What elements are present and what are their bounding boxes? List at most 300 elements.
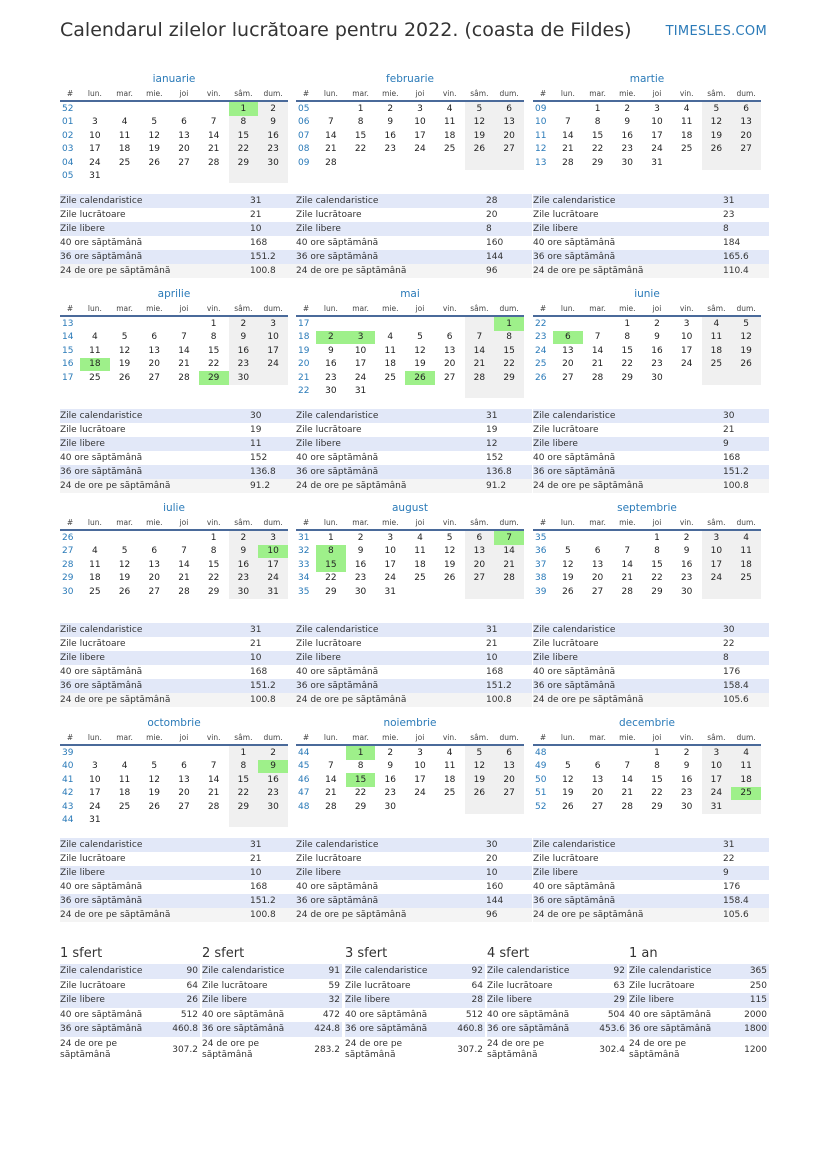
stat-value: 8 xyxy=(723,653,729,663)
day-cell: 19 xyxy=(465,129,495,143)
weekday-header: vin. xyxy=(435,87,465,101)
day-cell xyxy=(316,745,346,760)
week-number: 05 xyxy=(298,103,310,114)
stat-row xyxy=(533,250,769,264)
day-cell: 10 xyxy=(258,331,288,345)
stat-label: Zile libere xyxy=(533,439,578,449)
day-cell: 4 xyxy=(91,332,98,343)
week-number: 06 xyxy=(298,117,310,128)
stat-row xyxy=(296,651,532,665)
day-cell: 12 xyxy=(148,130,160,141)
week-number: 26 xyxy=(535,372,547,383)
summary-row xyxy=(345,993,485,1008)
day-cell: 18 xyxy=(443,130,456,141)
stat-row xyxy=(296,208,532,222)
weekday-header: sâm. xyxy=(702,87,732,101)
weekday-header: sâm. xyxy=(465,731,495,745)
week-row xyxy=(296,558,524,572)
summary-title: 1 an xyxy=(629,946,658,961)
day-cell: 30 xyxy=(651,372,663,383)
weekday-header: lun. xyxy=(553,731,583,745)
stat-row xyxy=(60,437,296,451)
week-number: 15 xyxy=(62,345,74,356)
day-cell xyxy=(346,156,376,170)
day-cell: 16 xyxy=(651,345,663,356)
day-cell: 20 xyxy=(494,129,524,143)
day-cell: 15 xyxy=(494,344,524,358)
day-cell: 23 xyxy=(325,372,337,383)
day-cell: 15 xyxy=(651,774,663,785)
stat-label: Zile lucrătoare xyxy=(533,210,599,220)
month-stats xyxy=(533,409,769,493)
day-cell: 16 xyxy=(354,559,367,570)
day-cell: 25 xyxy=(118,157,131,168)
stat-value: 151.2 xyxy=(250,896,276,906)
week-row xyxy=(296,745,524,760)
day-cell: 3 xyxy=(417,103,423,114)
day-cell: 8 xyxy=(624,332,631,343)
week-row xyxy=(533,800,761,814)
day-cell xyxy=(731,800,761,814)
weekday-header: dum. xyxy=(258,302,288,316)
stat-label: 24 de ore pe săptămână xyxy=(296,481,407,491)
stat-label: 36 ore săptămână xyxy=(60,896,143,906)
stat-value: 22 xyxy=(723,854,735,864)
day-cell: 26 xyxy=(118,372,131,383)
summary-label: 36 ore săptămână xyxy=(345,1024,428,1034)
day-cell: 15 xyxy=(229,773,259,787)
day-cell: 20 xyxy=(731,129,761,143)
day-cell: 25 xyxy=(731,787,761,801)
day-cell: 17 xyxy=(702,773,732,787)
stat-value: 91.2 xyxy=(250,481,271,491)
weekday-header: mar. xyxy=(346,302,376,316)
summary-label: 40 ore săptămână xyxy=(629,1009,712,1020)
stat-row xyxy=(533,451,769,465)
week-row xyxy=(296,116,524,130)
weekday-header: joi xyxy=(169,87,199,101)
day-cell: 14 xyxy=(621,774,633,785)
day-cell: 9 xyxy=(387,761,394,772)
stat-row xyxy=(296,838,532,852)
week-row xyxy=(533,358,761,372)
weekday-header: lun. xyxy=(80,516,110,530)
weekday-header: vin. xyxy=(672,731,702,745)
weekday-header: mar. xyxy=(110,87,140,101)
weekday-header: mar. xyxy=(346,731,376,745)
stat-value: 165.6 xyxy=(723,252,749,262)
week-number: 32 xyxy=(298,546,310,557)
day-cell: 10 xyxy=(258,545,288,559)
day-cell: 26 xyxy=(562,586,574,597)
stat-value: 30 xyxy=(486,840,498,850)
day-cell: 6 xyxy=(594,546,601,557)
day-cell xyxy=(169,101,199,116)
stat-row xyxy=(533,651,769,665)
stat-row xyxy=(533,194,769,208)
day-cell xyxy=(169,814,199,828)
week-row xyxy=(533,585,761,599)
day-cell: 9 xyxy=(327,345,334,356)
day-cell: 5 xyxy=(121,332,128,343)
summary-label: Zile calendaristice xyxy=(487,966,570,976)
weekday-header: lun. xyxy=(80,302,110,316)
week-row xyxy=(296,331,524,345)
day-cell: 11 xyxy=(414,546,426,557)
week-row xyxy=(60,143,288,157)
day-cell xyxy=(258,814,288,828)
week-number: 22 xyxy=(298,386,310,397)
week-row xyxy=(60,814,288,828)
week-row xyxy=(296,371,524,385)
week-number: 37 xyxy=(535,559,547,570)
summary-label: Zile libere xyxy=(345,995,390,1005)
day-cell: 3 xyxy=(91,117,98,128)
day-cell: 24 xyxy=(680,359,693,370)
day-cell: 2 xyxy=(316,331,346,345)
day-cell: 14 xyxy=(178,559,190,570)
day-cell xyxy=(80,316,110,331)
week-row xyxy=(60,558,288,572)
stat-value: 31 xyxy=(723,840,735,850)
day-cell: 12 xyxy=(118,345,131,356)
day-cell: 11 xyxy=(680,117,693,128)
week-number: 48 xyxy=(298,801,310,812)
day-cell: 26 xyxy=(443,573,456,584)
summary-row xyxy=(202,1037,342,1063)
day-cell: 2 xyxy=(357,532,364,543)
day-cell: 22 xyxy=(591,144,604,155)
week-number: 02 xyxy=(62,130,74,141)
day-cell: 2 xyxy=(683,532,690,543)
month-name: mai xyxy=(400,288,420,300)
day-cell: 7 xyxy=(594,332,601,343)
stat-row xyxy=(60,236,296,250)
day-cell: 29 xyxy=(494,371,524,385)
day-cell: 14 xyxy=(562,130,574,141)
stat-label: 40 ore săptămână xyxy=(296,667,379,677)
week-number: 49 xyxy=(535,761,547,772)
stat-row xyxy=(533,465,769,479)
day-cell: 17 xyxy=(384,559,396,570)
month-calendar-11 xyxy=(533,716,761,814)
stat-row xyxy=(533,423,769,437)
summary-value: 1200 xyxy=(744,1044,767,1055)
stat-row xyxy=(60,465,296,479)
weekday-header: joi xyxy=(642,731,672,745)
day-cell: 24 xyxy=(384,573,396,584)
weekday-header: vin. xyxy=(199,516,229,530)
week-number: 34 xyxy=(298,573,310,584)
day-cell: 16 xyxy=(680,559,693,570)
day-cell: 20 xyxy=(178,788,190,799)
stat-label: Zile libere xyxy=(296,868,341,878)
day-cell xyxy=(139,530,169,545)
month-grid xyxy=(296,516,524,599)
weekday-header: dum. xyxy=(731,87,761,101)
month-name: septembrie xyxy=(617,502,677,514)
stat-row xyxy=(60,866,296,880)
day-cell xyxy=(199,170,229,184)
stat-row xyxy=(296,437,532,451)
day-cell: 31 xyxy=(89,171,101,182)
day-cell: 15 xyxy=(316,558,346,572)
day-cell xyxy=(169,316,199,331)
month-calendar-4 xyxy=(296,287,524,398)
week-number: 36 xyxy=(535,546,547,557)
day-cell: 6 xyxy=(594,761,601,772)
week-row xyxy=(533,773,761,787)
stat-label: 40 ore săptămână xyxy=(533,882,616,892)
stat-row xyxy=(533,264,769,278)
month-stats xyxy=(60,194,296,278)
month-grid xyxy=(296,87,524,170)
summary-label: Zile libere xyxy=(60,995,105,1005)
week-row xyxy=(533,129,761,143)
day-cell: 18 xyxy=(731,558,761,572)
day-cell: 12 xyxy=(465,116,495,130)
day-cell: 24 xyxy=(258,572,288,586)
month-stats xyxy=(533,194,769,278)
day-cell: 5 xyxy=(465,745,495,760)
month-grid xyxy=(533,302,761,385)
day-cell: 14 xyxy=(591,345,604,356)
week-number: 51 xyxy=(535,788,547,799)
week-number: 39 xyxy=(62,747,74,758)
stat-label: 36 ore săptămână xyxy=(533,252,616,262)
day-cell: 19 xyxy=(731,344,761,358)
summary-value: 28 xyxy=(471,995,483,1005)
day-cell: 10 xyxy=(414,117,426,128)
day-cell xyxy=(80,530,110,545)
stat-label: Zile calendaristice xyxy=(296,625,379,635)
day-cell: 19 xyxy=(562,573,574,584)
day-cell: 11 xyxy=(731,760,761,774)
summary-value: 59 xyxy=(328,980,340,991)
day-cell xyxy=(405,585,435,599)
summary-label: 40 ore săptămână xyxy=(345,1009,428,1020)
weekday-header: lun. xyxy=(553,302,583,316)
stat-row xyxy=(533,437,769,451)
day-cell: 17 xyxy=(680,345,693,356)
weekday-header: joi xyxy=(405,731,435,745)
day-cell: 18 xyxy=(118,788,131,799)
day-cell: 24 xyxy=(258,358,288,372)
day-cell: 23 xyxy=(229,572,259,586)
day-cell: 16 xyxy=(325,359,337,370)
stat-row xyxy=(60,637,296,651)
day-cell: 13 xyxy=(591,774,604,785)
week-number: 35 xyxy=(535,532,547,543)
day-cell: 26 xyxy=(562,801,574,812)
day-cell: 18 xyxy=(414,559,426,570)
summary-label: Zile calendaristice xyxy=(60,966,143,976)
day-cell: 18 xyxy=(118,144,131,155)
stat-label: 36 ore săptămână xyxy=(296,252,379,262)
summary-row xyxy=(487,979,627,994)
summary-value: 250 xyxy=(749,980,767,991)
day-cell: 5 xyxy=(151,761,158,772)
day-cell: 9 xyxy=(357,546,364,557)
day-cell: 5 xyxy=(121,546,128,557)
summary-row xyxy=(487,993,627,1008)
summary-row xyxy=(629,964,769,979)
day-cell: 20 xyxy=(148,573,160,584)
stat-value: 168 xyxy=(723,453,741,463)
stat-value: 21 xyxy=(723,425,735,435)
summary-value: 512 xyxy=(465,1009,483,1020)
summary-row xyxy=(487,1022,627,1037)
day-cell: 1 xyxy=(494,316,524,331)
day-cell: 13 xyxy=(443,345,456,356)
day-cell: 28 xyxy=(325,801,337,812)
day-cell: 7 xyxy=(181,546,187,557)
day-cell: 3 xyxy=(346,331,376,345)
summary-label: Zile libere xyxy=(202,995,247,1005)
day-cell: 26 xyxy=(148,801,160,812)
stat-value: 10 xyxy=(250,653,262,663)
day-cell: 7 xyxy=(210,117,217,128)
month-name: iunie xyxy=(634,288,660,300)
week-number: 45 xyxy=(298,761,310,772)
month-stats xyxy=(296,623,532,707)
weekday-header: dum. xyxy=(258,516,288,530)
summary-value: 91 xyxy=(328,966,340,976)
weekday-header: mar. xyxy=(583,516,613,530)
month-grid xyxy=(296,302,524,398)
week-number-header: # xyxy=(60,87,80,101)
week-number: 41 xyxy=(62,774,74,785)
week-number-header: # xyxy=(533,731,553,745)
day-cell: 30 xyxy=(384,801,396,812)
weekday-header: joi xyxy=(169,731,199,745)
stat-value: 96 xyxy=(486,910,498,920)
day-cell: 2 xyxy=(387,103,394,114)
day-cell: 5 xyxy=(564,546,571,557)
day-cell xyxy=(110,530,140,545)
day-cell: 29 xyxy=(325,586,337,597)
stat-row xyxy=(296,479,532,493)
stat-row xyxy=(296,222,532,236)
stat-row xyxy=(533,236,769,250)
week-number-header: # xyxy=(60,516,80,530)
day-cell: 11 xyxy=(118,774,131,785)
week-row xyxy=(60,101,288,116)
month-stats xyxy=(296,409,532,493)
stat-value: 168 xyxy=(250,667,268,677)
day-cell: 28 xyxy=(494,572,524,586)
day-cell xyxy=(583,745,613,760)
day-cell: 4 xyxy=(683,103,690,114)
day-cell: 23 xyxy=(229,358,259,372)
day-cell xyxy=(494,585,524,599)
stat-label: Zile libere xyxy=(533,224,578,234)
stat-row xyxy=(533,479,769,493)
day-cell: 10 xyxy=(384,546,396,557)
stat-label: Zile calendaristice xyxy=(296,196,379,206)
day-cell xyxy=(465,156,495,170)
day-cell: 5 xyxy=(417,332,423,343)
day-cell: 16 xyxy=(384,130,396,141)
week-row xyxy=(60,316,288,331)
day-cell: 2 xyxy=(229,530,259,545)
day-cell xyxy=(405,316,435,331)
stat-label: Zile calendaristice xyxy=(296,840,379,850)
day-cell: 8 xyxy=(357,117,364,128)
stat-value: 151.2 xyxy=(486,681,512,691)
stat-label: Zile calendaristice xyxy=(533,196,616,206)
day-cell: 26 xyxy=(731,358,761,372)
summary-label: Zile lucrătoare xyxy=(345,980,411,991)
day-cell: 12 xyxy=(702,116,732,130)
stat-label: 40 ore săptămână xyxy=(296,453,379,463)
summary-row xyxy=(345,1022,485,1037)
day-cell: 5 xyxy=(731,316,761,331)
stat-row xyxy=(296,908,532,922)
week-row xyxy=(296,800,524,814)
day-cell: 7 xyxy=(624,761,631,772)
week-row xyxy=(296,773,524,787)
stat-label: Zile libere xyxy=(296,224,341,234)
week-row xyxy=(60,572,288,586)
stat-label: Zile lucrătoare xyxy=(60,854,126,864)
day-cell xyxy=(110,814,140,828)
stat-label: Zile calendaristice xyxy=(533,411,616,421)
summary-label: 36 ore săptămână xyxy=(629,1024,712,1034)
day-cell: 16 xyxy=(229,344,259,358)
stat-row xyxy=(60,880,296,894)
day-cell xyxy=(169,530,199,545)
month-calendar-1 xyxy=(296,72,524,170)
day-cell: 22 xyxy=(207,359,220,370)
weekday-header: lun. xyxy=(316,731,346,745)
stat-label: 24 de ore pe săptămână xyxy=(60,481,171,491)
stat-label: Zile lucrătoare xyxy=(296,425,362,435)
stat-row xyxy=(60,894,296,908)
day-cell: 24 xyxy=(702,787,732,801)
stat-value: 168 xyxy=(250,882,268,892)
day-cell: 9 xyxy=(387,117,394,128)
summary-value: 460.8 xyxy=(457,1024,483,1034)
day-cell: 25 xyxy=(118,801,131,812)
summary-row xyxy=(629,979,769,994)
day-cell: 1 xyxy=(654,747,660,758)
stat-label: Zile libere xyxy=(533,868,578,878)
day-cell: 15 xyxy=(591,130,604,141)
stat-row xyxy=(60,208,296,222)
weekday-header: mie. xyxy=(612,87,642,101)
week-number: 50 xyxy=(535,774,547,785)
month-grid xyxy=(533,516,761,599)
week-number-header: # xyxy=(60,731,80,745)
day-cell: 2 xyxy=(258,745,288,760)
day-cell: 2 xyxy=(258,101,288,116)
weekday-header: lun. xyxy=(316,516,346,530)
site-logo-link[interactable]: TIMESLES.COM xyxy=(665,24,767,39)
stat-label: 40 ore săptămână xyxy=(60,453,143,463)
summary-row xyxy=(60,993,200,1008)
week-number: 12 xyxy=(535,144,547,155)
weekday-header: joi xyxy=(405,516,435,530)
week-row xyxy=(60,331,288,345)
week-number: 18 xyxy=(298,332,310,343)
day-cell xyxy=(583,316,613,331)
summary-row xyxy=(202,1008,342,1023)
day-cell xyxy=(465,585,495,599)
day-cell: 22 xyxy=(354,144,367,155)
month-calendar-2 xyxy=(533,72,761,170)
stat-row xyxy=(533,623,769,637)
